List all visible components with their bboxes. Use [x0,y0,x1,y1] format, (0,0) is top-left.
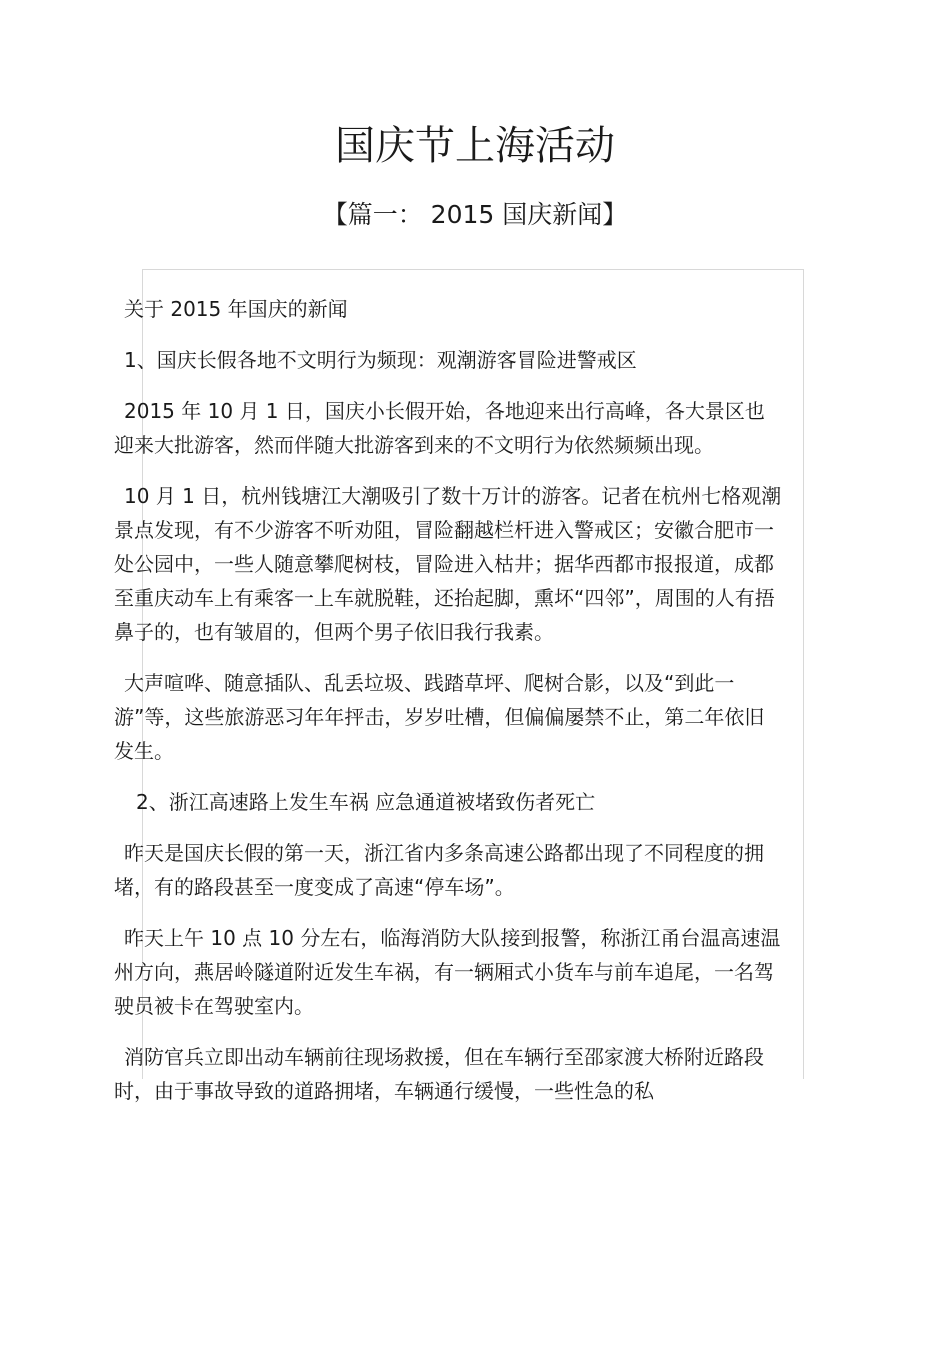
paragraph-2: 10 月 1 日，杭州钱塘江大潮吸引了数十万计的游客。记者在杭州七格观潮景点发现，有不少游客不听劝阻，冒险翻越栏杆进入警戒区；安徽合肥市一处公园中，一些人随意攀爬树枝，冒险进入枯井；据华西都市报报道，成都至重庆动车上有乘客一上车就脱鞋，还抬起脚，熏坏“四邻”，周围的人有捂鼻子的，也有皱眉的，但两个男子依旧我行我素。 [114,484,782,644]
news-heading-1: 1、国庆长假各地不文明行为频现：观潮游客冒险进警戒区 [124,348,637,372]
paragraph-1: 2015 年 10 月 1 日，国庆小长假开始，各地迎来出行高峰，各大景区也迎来大批游客，然而伴随大批游客到来的不文明行为依然频频出现。 [114,399,765,457]
paragraph-3: 大声喧哗、随意插队、乱丢垃圾、践踏草坪、爬树合影，以及“到此一游”等，这些旅游恶习年年抨击，岁岁吐槽，但偏偏屡禁不止，第二年依旧发生。 [114,671,765,763]
paragraph-5: 昨天上午 10 点 10 分左右，临海消防大队接到报警，称浙江甬台温高速温州方向，燕居岭隧道附近发生车祸，有一辆厢式小货车与前车追尾，一名驾驶员被卡在驾驶室内。 [114,926,781,1018]
news-heading-2: 2、浙江高速路上发生车祸 应急通道被堵致伤者死亡 [136,790,596,814]
article-body [114,292,834,1125]
news-intro-line: 关于 2015 年国庆的新闻 [124,297,348,321]
paragraph-6: 消防官兵立即出动车辆前往现场救援，但在车辆行至邵家渡大桥附近路段时，由于事故导致的道路拥堵，车辆通行缓慢，一些性急的私 [114,1045,764,1103]
document-title: 国庆节上海活动 [335,123,615,169]
paragraph-4: 昨天是国庆长假的第一天，浙江省内多条高速公路都出现了不同程度的拥堵，有的路段甚至一度变成了高速“停车场”。 [114,841,764,899]
document-subtitle: 【篇一： 2015 国庆新闻】 [322,200,628,229]
